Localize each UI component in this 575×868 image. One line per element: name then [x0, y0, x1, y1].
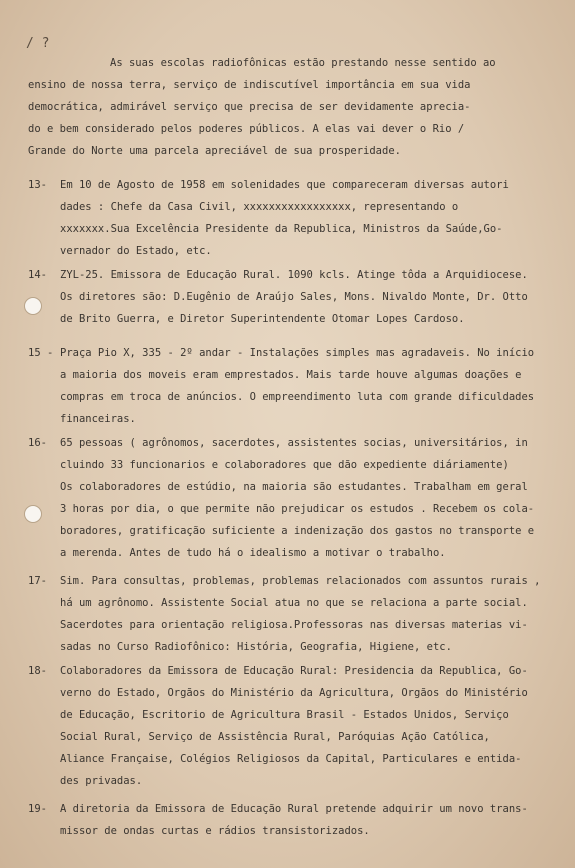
text-line: des privadas. [60, 775, 143, 787]
text-line: Os diretores são: D.Eugênio de Araújo Sales, Mons. Nivaldo Monte, Dr. Otto [60, 291, 528, 303]
text-line: Sim. Para consultas, problemas, problemas relacionados com assuntos rurais , [60, 575, 541, 587]
text-line: vernador do Estado, etc. [60, 245, 212, 257]
text-line: A diretoria da Emissora de Educação Rural pretende adquirir um novo trans- [60, 803, 528, 815]
text-line: cluindo 33 funcionarios e colaboradores que dão expediente diáriamente) [60, 459, 509, 471]
text-line: Os colaboradores de estúdio, na maioria são estudantes. Trabalham em geral [60, 481, 528, 493]
text-line: há um agrônomo. Assistente Social atua no que se relaciona a parte social. [60, 597, 528, 609]
item-number: 19- [28, 803, 47, 815]
text-line: de Brito Guerra, e Diretor Superintendente Otomar Lopes Cardoso. [60, 313, 465, 325]
item-number: 18- [28, 665, 47, 677]
item-number: 14- [28, 269, 47, 281]
text-line: de Educação, Escritorio de Agricultura Brasil - Estados Unidos, Serviço [60, 709, 509, 721]
text-line: Em 10 de Agosto de 1958 em solenidades que compareceram diversas autori [60, 179, 509, 191]
text-line: verno do Estado, Orgãos do Ministério da Agricultura, Orgãos do Ministério [60, 687, 528, 699]
text-line: 65 pessoas ( agrônomos, sacerdotes, assistentes socias, universitários, in [60, 437, 528, 449]
punch-hole [24, 297, 42, 315]
text-line: dades : Chefe da Casa Civil, xxxxxxxxxxxxxxxxx, representando o [60, 201, 459, 213]
text-line: Aliance Française, Colégios Religiosos da Capital, Particulares e entida- [60, 753, 522, 765]
text-line: Sacerdotes para orientação religiosa.Professoras nas diversas materias vi- [60, 619, 528, 631]
item-number: 13- [28, 179, 47, 191]
text-line: 3 horas por dia, o que permite não prejudicar os estudos . Recebem os cola- [60, 503, 535, 515]
text-line: a merenda. Antes de tudo há o idealismo a motivar o trabalho. [60, 547, 446, 559]
text-line: ZYL-25. Emissora de Educação Rural. 1090 kcls. Atinge tôda a Arquidiocese. [60, 269, 528, 281]
text-line: Praça Pio X, 335 - 2º andar - Instalações simples mas agradaveis. No início [60, 347, 535, 359]
item-number: 16- [28, 437, 47, 449]
text-line: a maioria dos moveis eram emprestados. Mais tarde houve algumas doações e [60, 369, 522, 381]
text-line: ensino de nossa terra, serviço de indiscutível importância em sua vida [28, 79, 471, 91]
margin-mark: / ? [26, 36, 50, 51]
text-line: Grande do Norte uma parcela apreciável de sua prosperidade. [28, 145, 401, 157]
item-number: 15 - [28, 347, 54, 359]
text-line: As suas escolas radiofônicas estão prestando nesse sentido ao [110, 57, 496, 69]
text-line: Social Rural, Serviço de Assistência Rural, Paróquias Ação Católica, [60, 731, 490, 743]
text-line: democrática, admirável serviço que precisa de ser devidamente aprecia- [28, 101, 471, 113]
item-number: 17- [28, 575, 47, 587]
text-line: financeiras. [60, 413, 136, 425]
text-line: sadas no Curso Radiofônico: História, Geografia, Higiene, etc. [60, 641, 452, 653]
text-line: compras em troca de anúncios. O empreendimento luta com grande dificuldades [60, 391, 535, 403]
text-line: boradores, gratificação suficiente a indenização dos gastos no transporte e [60, 525, 535, 537]
text-line: xxxxxxx.Sua Excelência Presidente da Republica, Ministros da Saúde,Go- [60, 223, 503, 235]
text-line: do e bem considerado pelos poderes públicos. A elas vai dever o Rio / [28, 123, 465, 135]
text-line: missor de ondas curtas e rádios transistorizados. [60, 825, 370, 837]
punch-hole [24, 505, 42, 523]
text-line: Colaboradores da Emissora de Educação Rural: Presidencia da Republica, Go- [60, 665, 528, 677]
